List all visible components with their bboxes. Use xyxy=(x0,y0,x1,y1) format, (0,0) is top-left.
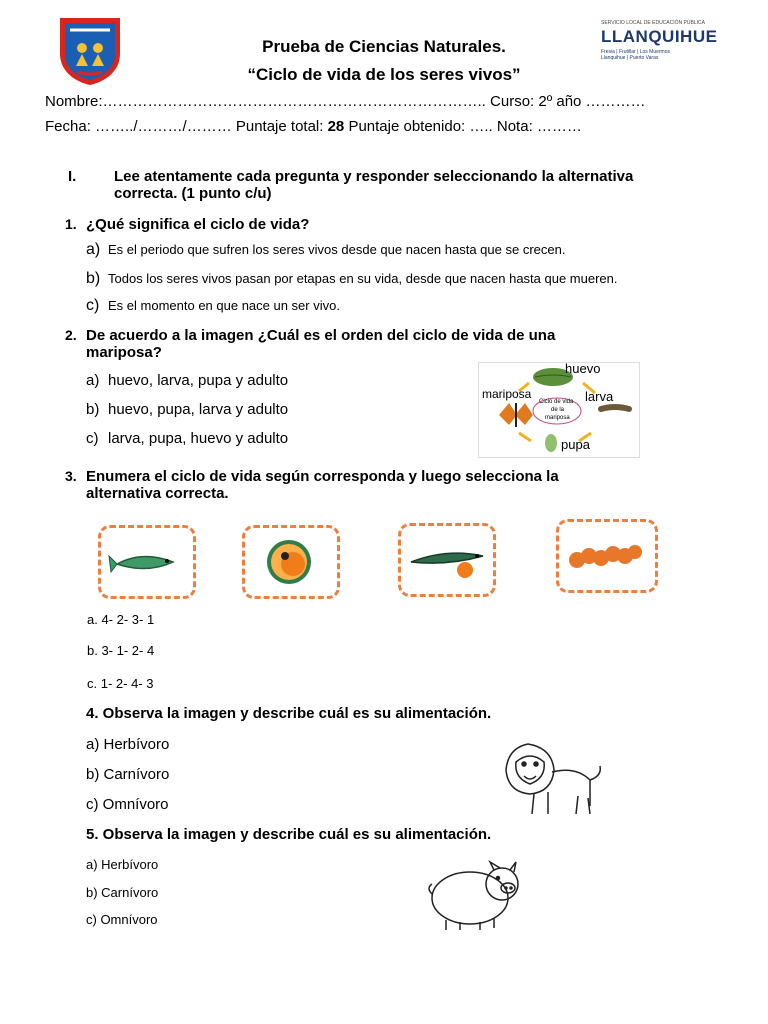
q5-option-a[interactable]: a) Herbívoro xyxy=(86,857,159,872)
q5-text: 5. Observa la imagen y describe cuál es su alimentación. xyxy=(86,826,492,843)
q1-number: 1. xyxy=(65,216,77,232)
adult-fish-image xyxy=(107,534,187,590)
caterpillar-icon xyxy=(601,407,629,409)
brand-line1: Fresia | Frutillar | Los Muermos xyxy=(601,49,671,55)
fish-larva-image xyxy=(407,532,487,588)
q2-option-a[interactable] xyxy=(86,372,288,389)
lion-mane-icon xyxy=(506,744,554,794)
fish-card-eggs xyxy=(556,519,658,593)
fish-card-larva xyxy=(398,523,496,597)
butterfly-cycle-diagram xyxy=(478,362,640,458)
date-line xyxy=(45,118,582,135)
q1-option-c[interactable] xyxy=(86,297,340,315)
pig-image xyxy=(424,858,534,934)
q3-text-1: Enumera el ciclo de vida según corresponda y luego selecciona la xyxy=(86,468,559,485)
q2-number: 2. xyxy=(65,327,77,343)
q1-option-a[interactable] xyxy=(86,241,565,259)
diagram-label-mariposa: mariposa xyxy=(482,387,532,401)
fish-card-egg xyxy=(242,525,340,599)
page-title: Prueba de Ciencias Naturales. xyxy=(262,37,506,56)
q3-number: 3. xyxy=(65,468,77,484)
chrysalis-icon xyxy=(545,434,557,452)
q2-option-c-text: larva, pupa, huevo y adulto xyxy=(108,430,289,447)
q2-option-b-text: huevo, pupa, larva y adulto xyxy=(108,401,289,418)
section-instruction-2: correcta. (1 punto c/u) xyxy=(114,185,272,202)
q1-option-c-text: Es el momento en que nace un ser vivo. xyxy=(108,298,340,313)
page-subtitle: “Ciclo de vida de los seres vivos” xyxy=(247,65,521,84)
name-line: Nombre:………………………………………………………………….. Curso: 2º año ………… xyxy=(45,93,646,110)
fish-card-adult xyxy=(98,525,196,599)
q2-text-1: De acuerdo a la imagen ¿Cuál es el orden del ciclo de vida de una xyxy=(86,327,556,344)
q2-option-c-letter: c) xyxy=(86,430,99,447)
q1-option-b[interactable] xyxy=(86,270,618,288)
q2-option-b-letter: b) xyxy=(86,401,100,418)
fish-egg-image xyxy=(251,534,331,590)
butterfly-icon xyxy=(515,403,533,425)
pig-body-icon xyxy=(432,872,508,924)
q1-option-b-letter: b) xyxy=(86,270,101,287)
diagram-center-3: mariposa xyxy=(545,415,570,421)
q4-option-a[interactable]: a) Herbívoro xyxy=(86,736,170,753)
q1-text: ¿Qué significa el ciclo de vida? xyxy=(86,216,310,233)
diagram-label-pupa: pupa xyxy=(561,437,590,452)
q3-option-a[interactable]: a. 4- 2- 3- 1 xyxy=(87,612,155,627)
date-line-b: Puntaje obtenido: ….. Nota: ……… xyxy=(344,118,582,135)
q5-option-c[interactable]: c) Omnívoro xyxy=(86,912,158,927)
score-total: 28 xyxy=(327,118,345,135)
q1-option-b-text: Todos los seres vivos pasan por etapas en su vida, desde que nacen hasta que mueren. xyxy=(108,271,618,286)
fish-eggs-image xyxy=(565,528,645,584)
q5-option-b[interactable]: b) Carnívoro xyxy=(86,885,159,900)
q2-option-c[interactable] xyxy=(86,430,288,447)
diagram-center-2: de la xyxy=(551,407,565,413)
brand-small-top: SERVICIO LOCAL DE EDUCACIÓN PÚBLICA xyxy=(601,20,705,26)
q3-option-c[interactable]: c. 1- 2- 4- 3 xyxy=(87,676,154,691)
q4-option-c[interactable]: c) Omnívoro xyxy=(86,796,169,813)
q3-option-b[interactable]: b. 3- 1- 2- 4 xyxy=(87,643,155,658)
brand-name: LLANQUIHUE xyxy=(601,27,718,46)
diagram-center-1: Ciclo de vida xyxy=(539,399,574,405)
q1-option-a-letter: a) xyxy=(86,241,101,258)
brand-line2: Llanquihue | Puerto Varas xyxy=(601,55,659,61)
diagram-label-huevo: huevo xyxy=(565,361,601,376)
section-numeral: I. xyxy=(68,168,77,185)
q2-option-b[interactable] xyxy=(86,401,288,418)
date-line-a: Fecha: ……../………/……… Puntaje total: xyxy=(45,118,328,135)
q2-text-2: mariposa? xyxy=(86,344,162,361)
q4-text: 4. Observa la imagen y describe cuál es su alimentación. xyxy=(86,705,492,722)
q3-text-2: alternativa correcta. xyxy=(86,485,229,502)
q1-option-c-letter: c) xyxy=(86,297,100,314)
q4-option-b[interactable]: b) Carnívoro xyxy=(86,766,170,783)
lion-image xyxy=(498,736,606,818)
section-instruction-1: Lee atentamente cada pregunta y responder seleccionando la alternativa xyxy=(114,168,634,185)
q2-option-a-letter: a) xyxy=(86,372,100,389)
q1-option-a-text: Es el periodo que sufren los seres vivos desde que nacen hasta que se crecen. xyxy=(108,242,566,257)
diagram-label-larva: larva xyxy=(585,389,614,404)
q2-option-a-text: huevo, larva, pupa y adulto xyxy=(108,372,289,389)
